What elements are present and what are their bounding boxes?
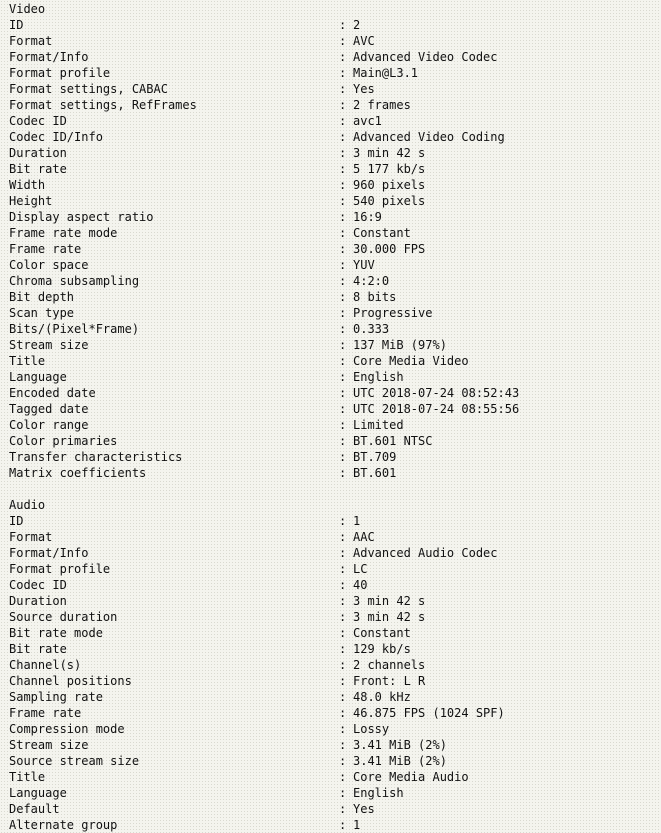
video-section [9, 1, 661, 481]
property-separator: : [339, 818, 347, 832]
video-property-row [9, 17, 661, 33]
section-title-video: Video [9, 2, 46, 16]
property-value: YUV [353, 258, 375, 272]
video-property-row [9, 321, 661, 337]
property-key: Color primaries [9, 434, 118, 448]
property-value: 1 [353, 818, 361, 832]
property-value: Progressive [353, 306, 433, 320]
property-separator: : [339, 690, 347, 704]
property-key: ID [9, 18, 24, 32]
audio-property-row [9, 529, 661, 545]
video-property-row [9, 209, 661, 225]
property-separator: : [339, 610, 347, 624]
audio-property-row [9, 705, 661, 721]
video-property-row [9, 289, 661, 305]
property-value: 3 min 42 s [353, 594, 426, 608]
property-value: 46.875 FPS (1024 SPF) [353, 706, 505, 720]
property-key: Alternate group [9, 818, 118, 832]
section-title-audio: Audio [9, 498, 46, 512]
video-property-row [9, 145, 661, 161]
property-key: Codec ID [9, 578, 67, 592]
property-value: 48.0 kHz [353, 690, 411, 704]
property-key: Sampling rate [9, 690, 103, 704]
property-key: Frame rate [9, 706, 82, 720]
video-property-row [9, 369, 661, 385]
video-property-row [9, 97, 661, 113]
property-separator: : [339, 34, 347, 48]
property-key: Duration [9, 146, 67, 160]
audio-property-row [9, 593, 661, 609]
property-separator: : [339, 674, 347, 688]
property-value: Constant [353, 626, 411, 640]
video-property-row [9, 385, 661, 401]
property-value: 540 pixels [353, 194, 426, 208]
audio-property-row [9, 641, 661, 657]
property-key: Format/Info [9, 50, 89, 64]
video-property-row [9, 161, 661, 177]
property-key: Title [9, 770, 46, 784]
property-separator: : [339, 50, 347, 64]
property-value: 2 frames [353, 98, 411, 112]
property-separator: : [339, 66, 347, 80]
property-key: ID [9, 514, 24, 528]
property-value: LC [353, 562, 368, 576]
property-value: 4:2:0 [353, 274, 390, 288]
property-separator: : [339, 130, 347, 144]
property-key: Language [9, 370, 67, 384]
property-key: Tagged date [9, 402, 89, 416]
property-separator: : [339, 306, 347, 320]
property-value: 3.41 MiB (2%) [353, 754, 447, 768]
property-value: BT.709 [353, 450, 397, 464]
property-key: Matrix coefficients [9, 466, 147, 480]
property-value: avc1 [353, 114, 382, 128]
video-property-row [9, 49, 661, 65]
property-key: Source duration [9, 610, 118, 624]
property-key: Bit rate [9, 162, 67, 176]
video-property-row [9, 177, 661, 193]
property-value: AAC [353, 530, 375, 544]
property-separator: : [339, 738, 347, 752]
property-key: Channel positions [9, 674, 132, 688]
property-key: Format profile [9, 562, 111, 576]
property-value: 1 [353, 514, 361, 528]
video-rows [9, 17, 661, 481]
property-key: Color range [9, 418, 89, 432]
video-property-row [9, 81, 661, 97]
video-property-row [9, 353, 661, 369]
property-key: Display aspect ratio [9, 210, 154, 224]
property-value: 16:9 [353, 210, 382, 224]
property-value: Advanced Video Coding [353, 130, 505, 144]
audio-rows [9, 513, 661, 833]
video-property-row [9, 465, 661, 481]
property-value: AVC [353, 34, 375, 48]
audio-property-row [9, 561, 661, 577]
property-key: Bits/(Pixel*Frame) [9, 322, 140, 336]
property-key: Color space [9, 258, 89, 272]
property-value: 137 MiB (97%) [353, 338, 447, 352]
property-value: 40 [353, 578, 368, 592]
video-property-row [9, 113, 661, 129]
property-separator: : [339, 290, 347, 304]
property-value: UTC 2018-07-24 08:52:43 [353, 386, 520, 400]
property-value: Core Media Video [353, 354, 469, 368]
audio-property-row [9, 753, 661, 769]
video-property-row [9, 33, 661, 49]
property-separator: : [339, 322, 347, 336]
video-property-row [9, 273, 661, 289]
property-key: Channel(s) [9, 658, 82, 672]
property-separator: : [339, 754, 347, 768]
audio-property-row [9, 785, 661, 801]
property-separator: : [339, 770, 347, 784]
video-property-row [9, 257, 661, 273]
property-value: 3 min 42 s [353, 146, 426, 160]
property-value: 960 pixels [353, 178, 426, 192]
audio-property-row [9, 721, 661, 737]
property-key: Format [9, 530, 53, 544]
property-key: Format settings, RefFrames [9, 98, 197, 112]
property-separator: : [339, 402, 347, 416]
property-key: Frame rate mode [9, 226, 118, 240]
property-key: Bit depth [9, 290, 75, 304]
property-value: Lossy [353, 722, 390, 736]
property-value: 30.000 FPS [353, 242, 426, 256]
property-separator: : [339, 98, 347, 112]
audio-property-row [9, 769, 661, 785]
property-key: Chroma subsampling [9, 274, 140, 288]
property-value: 5 177 kb/s [353, 162, 426, 176]
property-key: Format/Info [9, 546, 89, 560]
property-separator: : [339, 338, 347, 352]
property-separator: : [339, 146, 347, 160]
audio-property-row [9, 545, 661, 561]
audio-property-row [9, 513, 661, 529]
property-value: 2 [353, 18, 361, 32]
property-separator: : [339, 418, 347, 432]
property-separator: : [339, 658, 347, 672]
property-key: Bit rate mode [9, 626, 103, 640]
audio-section [9, 497, 661, 833]
audio-property-row [9, 657, 661, 673]
property-value: Advanced Audio Codec [353, 546, 498, 560]
property-key: Codec ID [9, 114, 67, 128]
property-key: Format profile [9, 66, 111, 80]
property-separator: : [339, 786, 347, 800]
property-value: Yes [353, 802, 375, 816]
property-key: Default [9, 802, 60, 816]
property-separator: : [339, 242, 347, 256]
property-key: Frame rate [9, 242, 82, 256]
property-key: Height [9, 194, 53, 208]
property-separator: : [339, 594, 347, 608]
property-value: Front: L R [353, 674, 426, 688]
property-value: Constant [353, 226, 411, 240]
audio-property-row [9, 625, 661, 641]
video-property-row [9, 449, 661, 465]
property-key: Bit rate [9, 642, 67, 656]
property-separator: : [339, 466, 347, 480]
property-separator: : [339, 386, 347, 400]
property-separator: : [339, 354, 347, 368]
property-key: Scan type [9, 306, 75, 320]
property-value: 3 min 42 s [353, 610, 426, 624]
property-key: Transfer characteristics [9, 450, 183, 464]
property-separator: : [339, 546, 347, 560]
property-value: 8 bits [353, 290, 397, 304]
audio-property-row [9, 577, 661, 593]
property-separator: : [339, 258, 347, 272]
property-key: Stream size [9, 738, 89, 752]
audio-property-row [9, 689, 661, 705]
video-property-row [9, 433, 661, 449]
property-value: Main@L3.1 [353, 66, 419, 80]
property-value: BT.601 [353, 466, 397, 480]
property-value: Yes [353, 82, 375, 96]
property-separator: : [339, 210, 347, 224]
audio-property-row [9, 673, 661, 689]
property-value: 3.41 MiB (2%) [353, 738, 447, 752]
video-property-row [9, 129, 661, 145]
property-key: Source stream size [9, 754, 140, 768]
property-separator: : [339, 626, 347, 640]
property-separator: : [339, 434, 347, 448]
property-separator: : [339, 802, 347, 816]
property-separator: : [339, 178, 347, 192]
property-key: Compression mode [9, 722, 125, 736]
video-property-row [9, 337, 661, 353]
property-separator: : [339, 530, 347, 544]
property-key: Width [9, 178, 46, 192]
property-separator: : [339, 450, 347, 464]
property-separator: : [339, 194, 347, 208]
property-value: 2 channels [353, 658, 426, 672]
video-property-row [9, 417, 661, 433]
audio-property-row [9, 609, 661, 625]
property-key: Duration [9, 594, 67, 608]
property-key: Format [9, 34, 53, 48]
property-value: 0.333 [353, 322, 390, 336]
property-separator: : [339, 722, 347, 736]
property-value: Advanced Video Codec [353, 50, 498, 64]
property-key: Title [9, 354, 46, 368]
property-value: English [353, 786, 404, 800]
property-separator: : [339, 274, 347, 288]
property-value: UTC 2018-07-24 08:55:56 [353, 402, 520, 416]
property-separator: : [339, 18, 347, 32]
property-key: Codec ID/Info [9, 130, 103, 144]
property-separator: : [339, 706, 347, 720]
property-separator: : [339, 642, 347, 656]
property-key: Language [9, 786, 67, 800]
property-value: Core Media Audio [353, 770, 469, 784]
property-value: BT.601 NTSC [353, 434, 433, 448]
video-property-row [9, 305, 661, 321]
property-separator: : [339, 578, 347, 592]
video-property-row [9, 241, 661, 257]
video-property-row [9, 225, 661, 241]
property-value: Limited [353, 418, 404, 432]
property-value: 129 kb/s [353, 642, 411, 656]
property-separator: : [339, 162, 347, 176]
property-separator: : [339, 82, 347, 96]
property-value: English [353, 370, 404, 384]
property-key: Encoded date [9, 386, 96, 400]
property-separator: : [339, 562, 347, 576]
video-property-row [9, 65, 661, 81]
property-separator: : [339, 370, 347, 384]
video-property-row [9, 401, 661, 417]
property-key: Stream size [9, 338, 89, 352]
audio-property-row [9, 801, 661, 817]
property-separator: : [339, 514, 347, 528]
audio-property-row [9, 737, 661, 753]
property-key: Format settings, CABAC [9, 82, 168, 96]
property-separator: : [339, 226, 347, 240]
property-separator: : [339, 114, 347, 128]
video-property-row [9, 193, 661, 209]
